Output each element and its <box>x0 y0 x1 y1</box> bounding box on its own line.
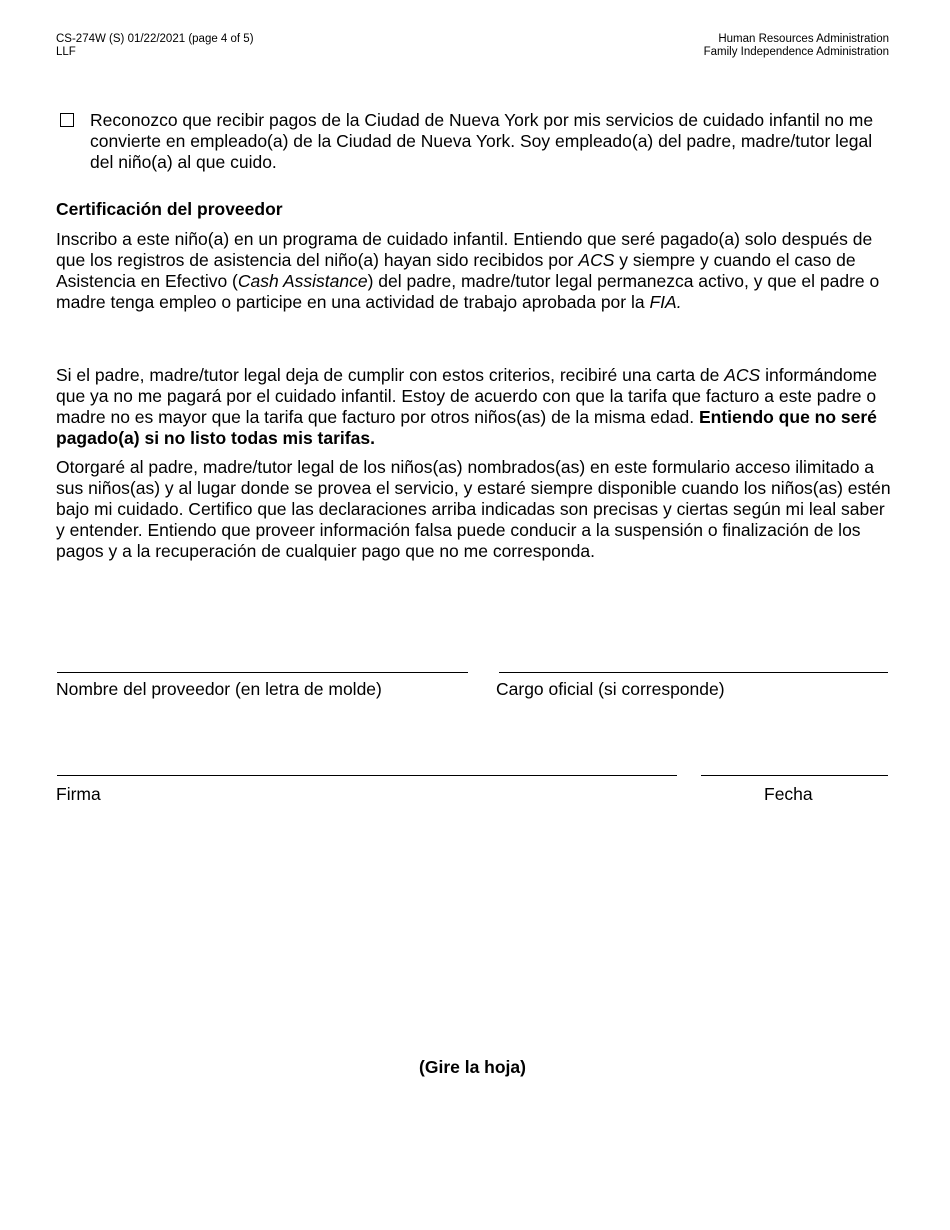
certification-paragraph-2 <box>56 365 896 449</box>
form-header-right <box>704 33 889 59</box>
official-title-field[interactable] <box>499 672 888 673</box>
date-label: Fecha <box>764 784 813 804</box>
p1-text-b: y siempre y cuando el caso de Asistencia en Efectivo ( <box>56 250 856 291</box>
p1-fia: FIA. <box>649 292 682 312</box>
form-id: CS-274W (S) 01/22/2021 (page 4 of 5) <box>56 33 254 45</box>
agency-division: Family Independence Administration <box>703 46 889 58</box>
p1-text-a: Inscribo a este niño(a) en un programa de cuidado infantil. Entiendo que seré pagado(a) solo después de que los registros de asistencia del niño(a) hayan sido recibidos por <box>56 229 873 270</box>
turn-page-note: (Gire la hoja) <box>419 1057 526 1077</box>
provider-name-label: Nombre del proveedor (en letra de molde) <box>56 679 382 699</box>
form-code: LLF <box>56 46 76 58</box>
p2-text-a: Si el padre, madre/tutor legal deja de cumplir con estos criterios, recibiré una carta de <box>56 365 725 385</box>
official-title-label: Cargo oficial (si corresponde) <box>496 679 725 699</box>
p1-cash-assistance: Cash Assistance <box>237 271 368 291</box>
certification-paragraph-1 <box>56 229 896 313</box>
p2-bold-statement: Entiendo que no seré pagado(a) si no listo todas mis tarifas. <box>56 407 877 448</box>
form-header-left <box>56 33 254 59</box>
acknowledgement-text: Reconozco que recibir pagos de la Ciudad de Nueva York por mis servicios de cuidado infantil no me convierte en empleado(a) de la Ciudad de Nueva York. Soy empleado(a) del padre, madre/tutor legal del niño(a) al que cuido. <box>90 110 874 172</box>
acknowledgement-checkbox[interactable] <box>60 113 74 127</box>
p1-acs: ACS <box>578 250 615 270</box>
agency-name: Human Resources Administration <box>718 33 889 45</box>
provider-name-field[interactable] <box>57 672 468 673</box>
date-field[interactable] <box>701 775 888 776</box>
p2-acs: ACS <box>724 365 761 385</box>
p1-text-c: ) del padre, madre/tutor legal permanezca activo, y que el padre o madre tenga empleo o participe en una actividad de trabajo aprobada por la <box>56 271 880 312</box>
p2-text-b: informándome que ya no me pagará por el cuidado infantil. Estoy de acuerdo con que la tarifa que facturo a este padre o madre no es mayor que la tarifa que facturo por otros niños(as) de la misma edad. <box>56 365 877 427</box>
signature-label: Firma <box>56 784 101 804</box>
signature-field[interactable] <box>57 775 677 776</box>
certification-heading: Certificación del proveedor <box>56 199 283 219</box>
certification-paragraph-3: Otorgaré al padre, madre/tutor legal de los niños(as) nombrados(as) en este formulario acceso ilimitado a sus niños(as) y al lugar donde se provea el servicio, y estaré siempre disponible cuando los niños(as) estén bajo mi cuidado. Certifico que las declaraciones arriba indicadas son precisas y ciertas según mi leal saber y entender. Entiendo que proveer información falsa puede conducir a la suspensión o finalización de los pagos y a la recuperación de cualquier pago que no me corresponda. <box>56 457 891 561</box>
